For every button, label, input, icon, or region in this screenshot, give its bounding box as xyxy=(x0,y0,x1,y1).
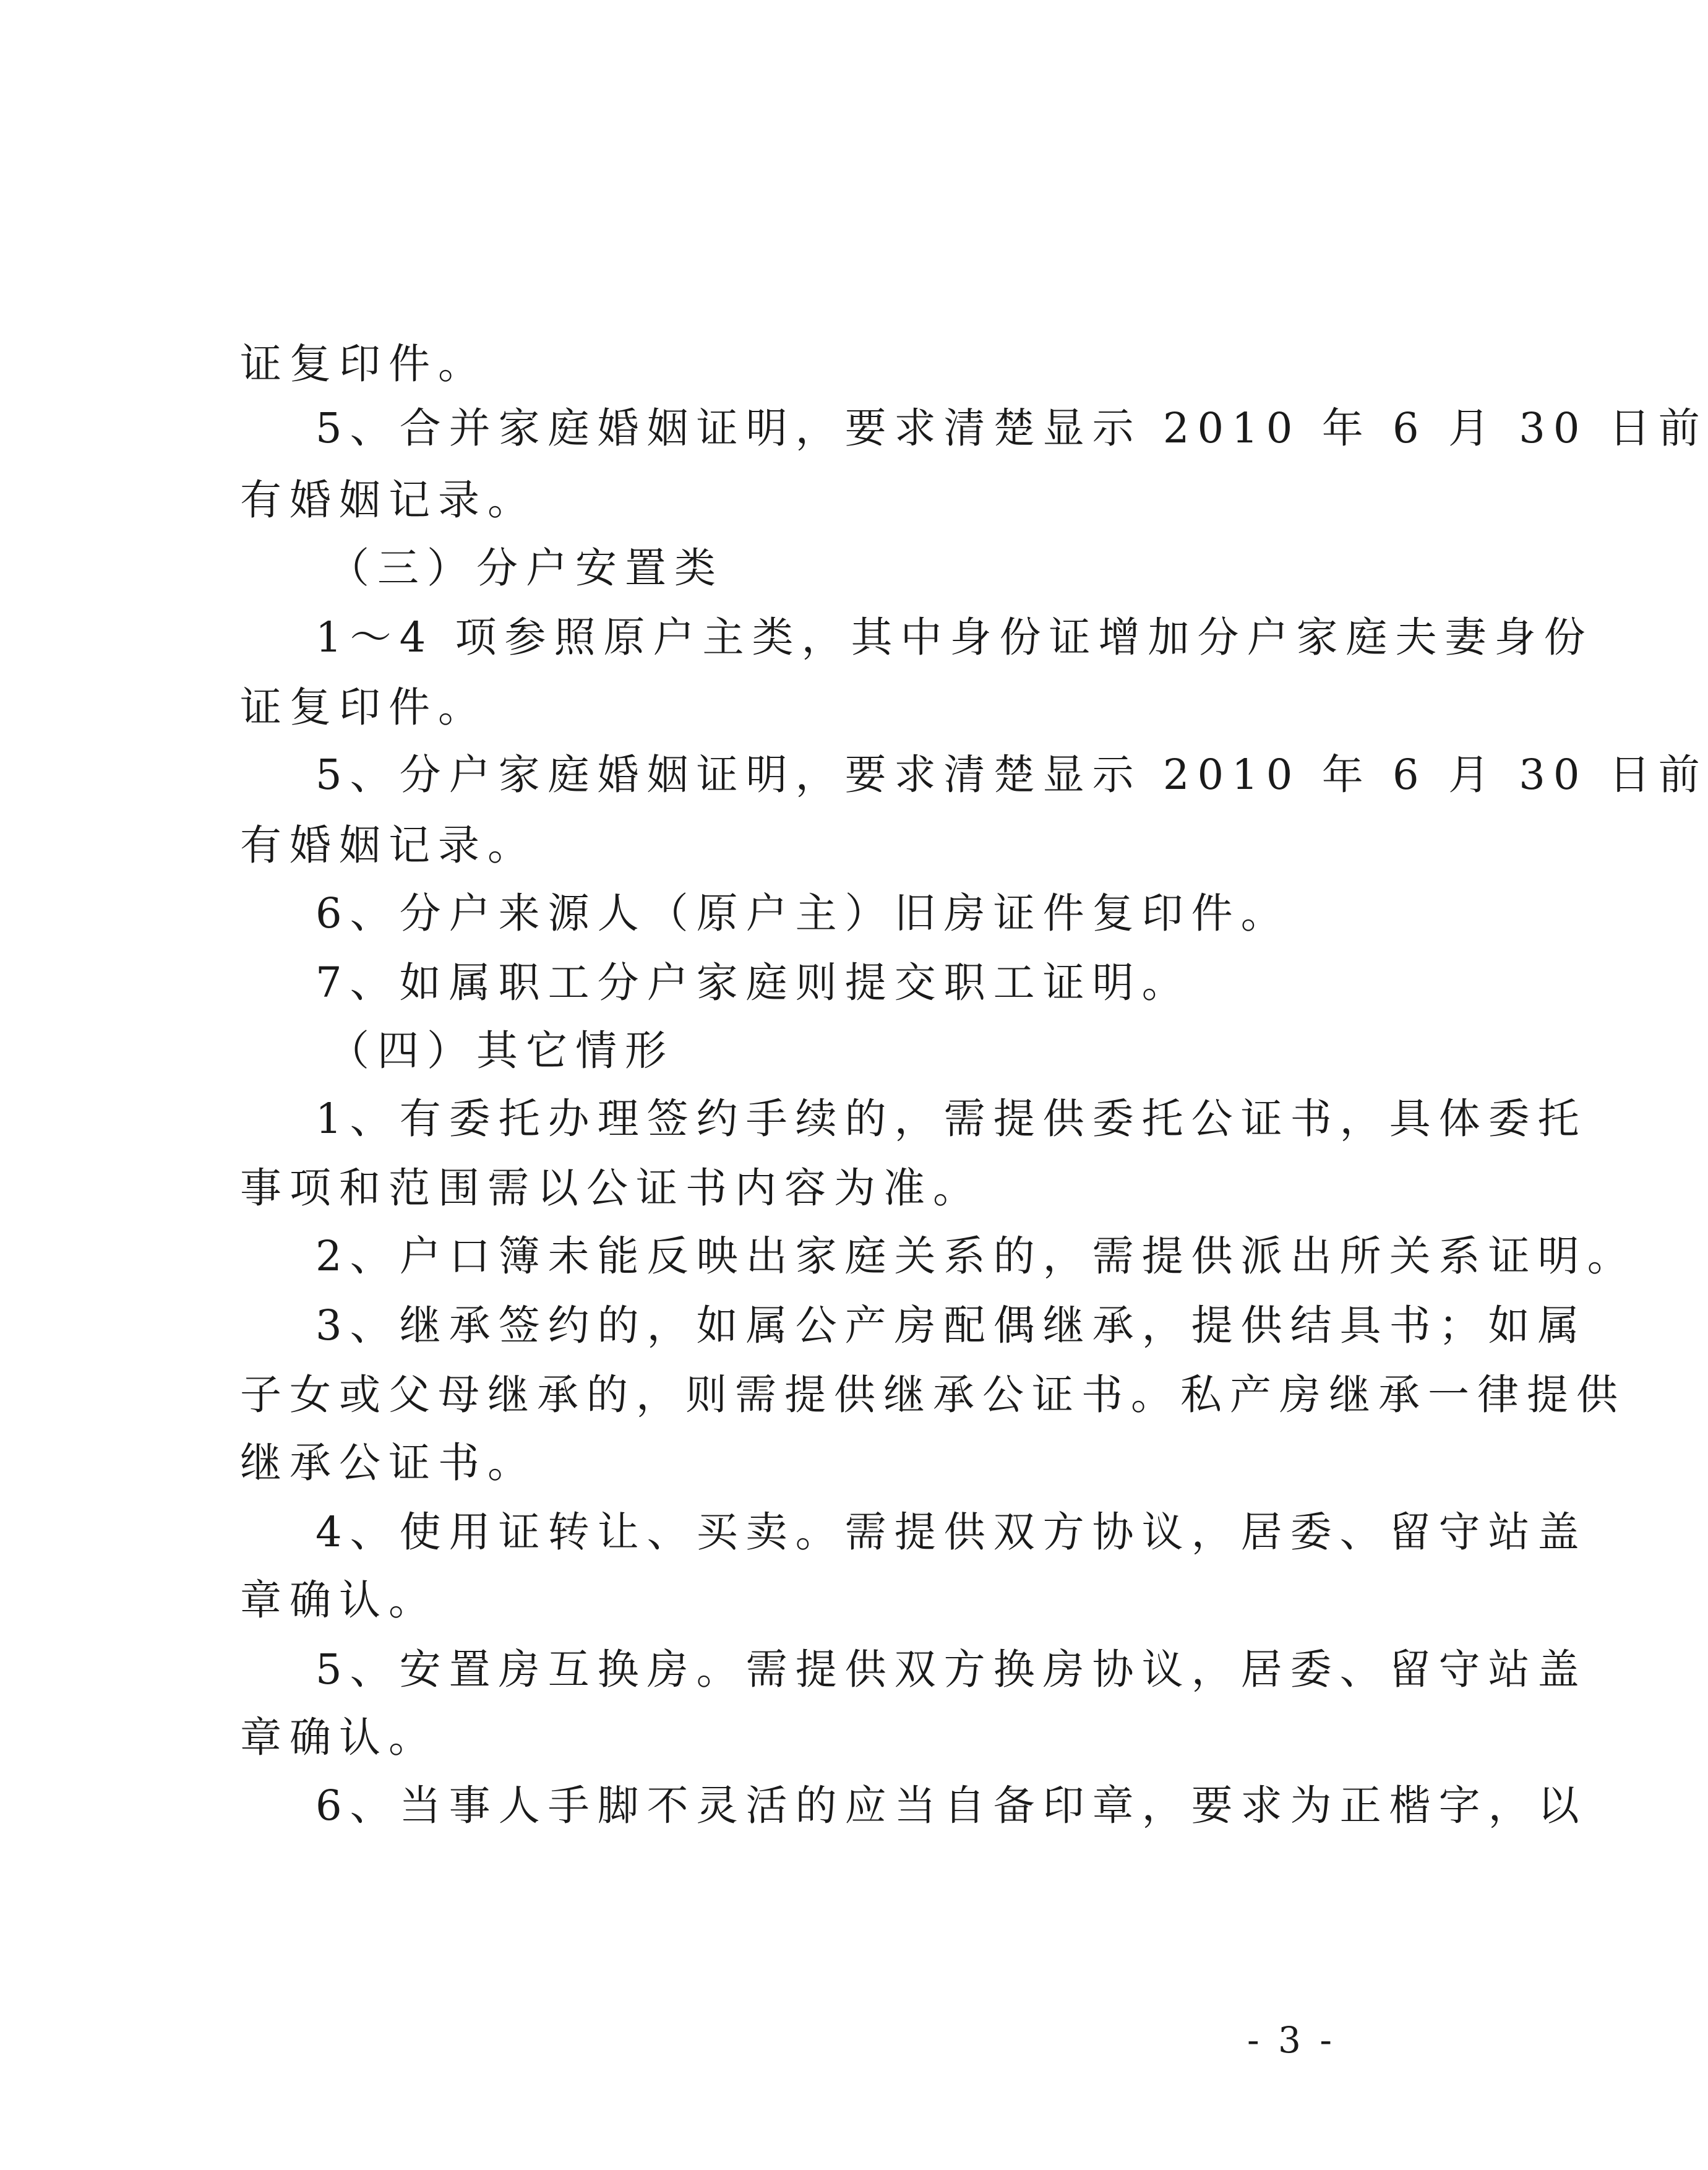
text-line-22: 6、当事人手脚不灵活的应当自备印章，要求为正楷字，以 xyxy=(315,1781,1587,1830)
text-line-6: 证复印件。 xyxy=(240,683,487,731)
text-line-3: 有婚姻记录。 xyxy=(240,476,537,524)
text-line-19: 章确认。 xyxy=(240,1576,438,1624)
text-line-20: 5、安置房互换房。需提供双方换房协议，居委、留守站盖 xyxy=(315,1645,1587,1694)
text-line-8: 有婚姻记录。 xyxy=(240,821,537,869)
text-line-14: 2、户口簿未能反映出家庭关系的，需提供派出所关系证明。 xyxy=(315,1232,1637,1280)
page-number: - 3 - xyxy=(1247,2019,1336,2061)
text-line-18: 4、使用证转让、买卖。需提供双方协议，居委、留守站盖 xyxy=(315,1508,1587,1556)
text-line-2: 5、合并家庭婚姻证明，要求清楚显示 2010 年 6 月 30 日前 xyxy=(315,404,1708,452)
text-line-15: 3、继承签约的，如属公产房配偶继承，提供结具书；如属 xyxy=(315,1301,1587,1350)
section-heading-3: （三）分户安置类 xyxy=(328,544,724,592)
text-line-16: 子女或父母继承的，则需提供继承公证书。私产房继承一律提供 xyxy=(240,1371,1626,1419)
text-line-13: 事项和范围需以公证书内容为准。 xyxy=(240,1164,982,1212)
text-line-10: 7、如属职工分户家庭则提交职工证明。 xyxy=(315,958,1191,1007)
text-line-17: 继承公证书。 xyxy=(240,1439,537,1487)
text-line-9: 6、分户来源人（原户主）旧房证件复印件。 xyxy=(315,889,1290,937)
text-line-12: 1、有委托办理签约手续的，需提供委托公证书，具体委托 xyxy=(315,1095,1587,1143)
text-line-5: 1～4 项参照原户主类，其中身份证增加分户家庭夫妻身份 xyxy=(315,613,1594,661)
text-line-21: 章确认。 xyxy=(240,1713,438,1762)
text-line-1: 证复印件。 xyxy=(240,340,487,388)
section-heading-4: （四）其它情形 xyxy=(328,1027,674,1075)
text-line-7: 5、分户家庭婚姻证明，要求清楚显示 2010 年 6 月 30 日前 xyxy=(315,751,1708,799)
